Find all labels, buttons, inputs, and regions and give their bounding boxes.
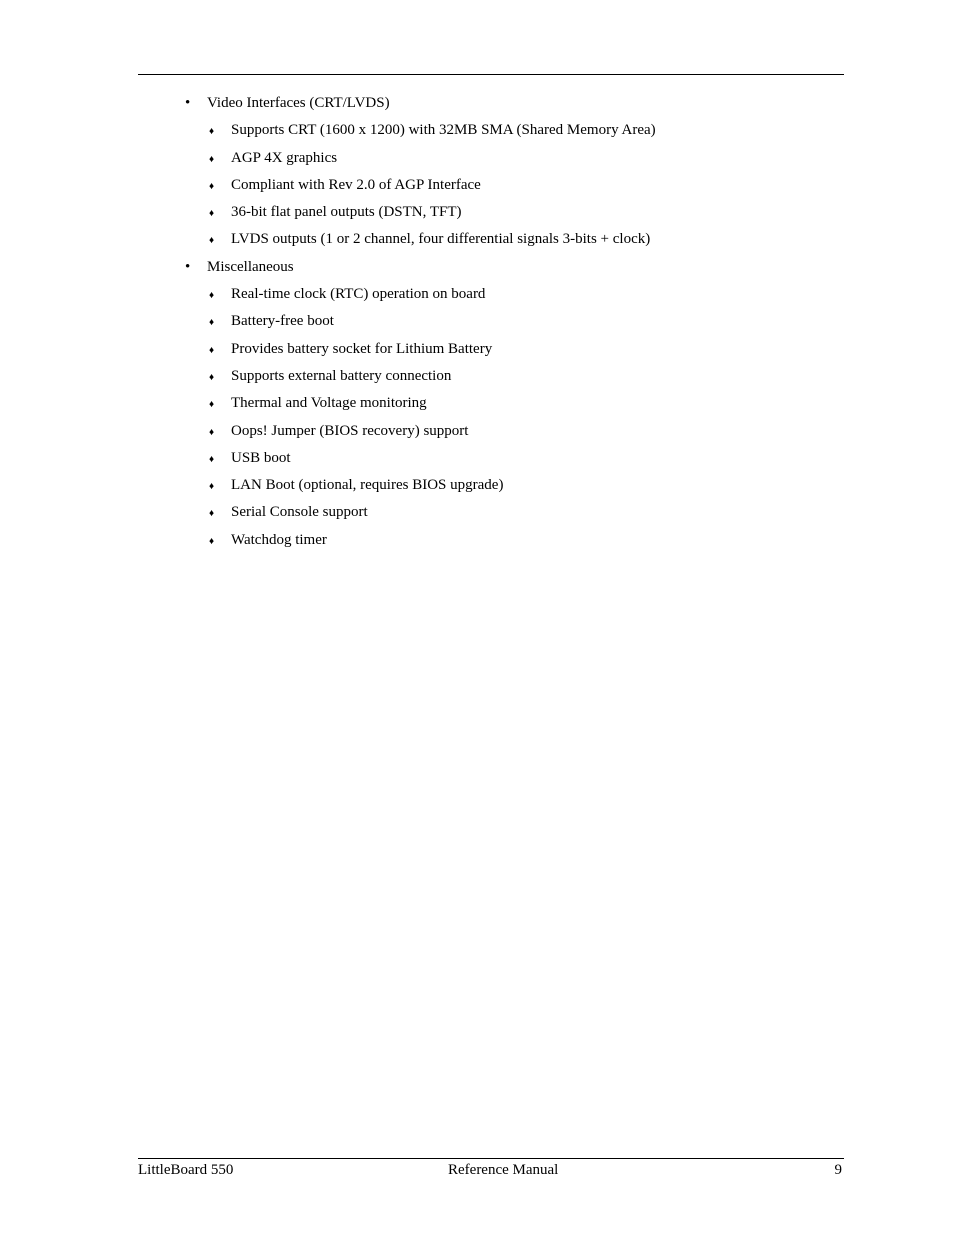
- list-item: [0, 339, 954, 366]
- list-item: [0, 448, 954, 475]
- list-item-text: Supports external battery connection: [231, 367, 452, 384]
- list-item-text: Thermal and Voltage monitoring: [231, 395, 427, 412]
- diamond-bullet-icon: ♦: [209, 290, 215, 302]
- section-title: [0, 93, 954, 120]
- list-item: [0, 311, 954, 338]
- diamond-bullet-icon: ♦: [209, 235, 215, 247]
- list-item-text: Battery-free boot: [231, 313, 334, 330]
- section-miscellaneous: [0, 257, 954, 557]
- diamond-bullet-icon: ♦: [209, 344, 215, 356]
- list-item: [0, 120, 954, 147]
- list-item: [0, 175, 954, 202]
- list-item-text: Real-time clock (RTC) operation on board: [231, 286, 486, 303]
- diamond-bullet-icon: ♦: [209, 481, 215, 493]
- list-item: [0, 148, 954, 175]
- diamond-bullet-icon: ♦: [209, 508, 215, 520]
- diamond-bullet-icon: ♦: [209, 153, 215, 165]
- section-title-text: Video Interfaces (CRT/LVDS): [207, 95, 390, 111]
- section-title-text: Miscellaneous: [207, 258, 294, 275]
- diamond-bullet-icon: ♦: [209, 535, 215, 547]
- diamond-bullet-icon: ♦: [209, 208, 215, 220]
- list-item: [0, 202, 954, 229]
- list-item-text: Oops! Jumper (BIOS recovery) support: [231, 422, 469, 439]
- section-video-interfaces: [0, 93, 954, 257]
- list-item-text: Provides battery socket for Lithium Battery: [231, 340, 493, 357]
- diamond-bullet-icon: ♦: [209, 399, 215, 411]
- bullet-dot-icon: •: [185, 95, 191, 111]
- header-rule: [138, 74, 844, 75]
- diamond-bullet-icon: ♦: [209, 371, 215, 383]
- list-item-text: USB boot: [231, 449, 291, 466]
- footer-document-title: Reference Manual: [448, 1162, 559, 1178]
- section-title: [0, 257, 954, 284]
- list-item-text: Serial Console support: [231, 504, 368, 521]
- diamond-bullet-icon: ♦: [209, 126, 215, 138]
- list-item-text: LVDS outputs (1 or 2 channel, four differential signals 3-bits + clock): [231, 231, 651, 248]
- page-footer: [138, 1160, 844, 1180]
- list-item-text: LAN Boot (optional, requires BIOS upgrade): [231, 477, 504, 494]
- list-item-text: Compliant with Rev 2.0 of AGP Interface: [231, 176, 481, 193]
- list-item: [0, 284, 954, 311]
- list-item-text: Watchdog timer: [231, 531, 327, 548]
- diamond-bullet-icon: ♦: [209, 426, 215, 438]
- list-item: [0, 229, 954, 256]
- diamond-bullet-icon: ♦: [209, 180, 215, 192]
- diamond-bullet-icon: ♦: [209, 317, 215, 329]
- list-item-text: Supports CRT (1600 x 1200) with 32MB SMA (Shared Memory Area): [231, 122, 656, 139]
- list-item: [0, 366, 954, 393]
- footer-page-number: 9: [834, 1162, 842, 1178]
- list-item-text: 36-bit flat panel outputs (DSTN, TFT): [231, 204, 462, 221]
- footer-rule: [138, 1158, 844, 1159]
- footer-product-name: LittleBoard 550: [138, 1162, 234, 1178]
- list-item: [0, 530, 954, 557]
- list-item: [0, 502, 954, 529]
- diamond-bullet-icon: ♦: [209, 453, 215, 465]
- list-item: [0, 393, 954, 420]
- list-item: [0, 475, 954, 502]
- page-content: [0, 93, 954, 557]
- list-item-text: AGP 4X graphics: [231, 149, 338, 166]
- list-item: [0, 421, 954, 448]
- bullet-dot-icon: •: [185, 258, 191, 275]
